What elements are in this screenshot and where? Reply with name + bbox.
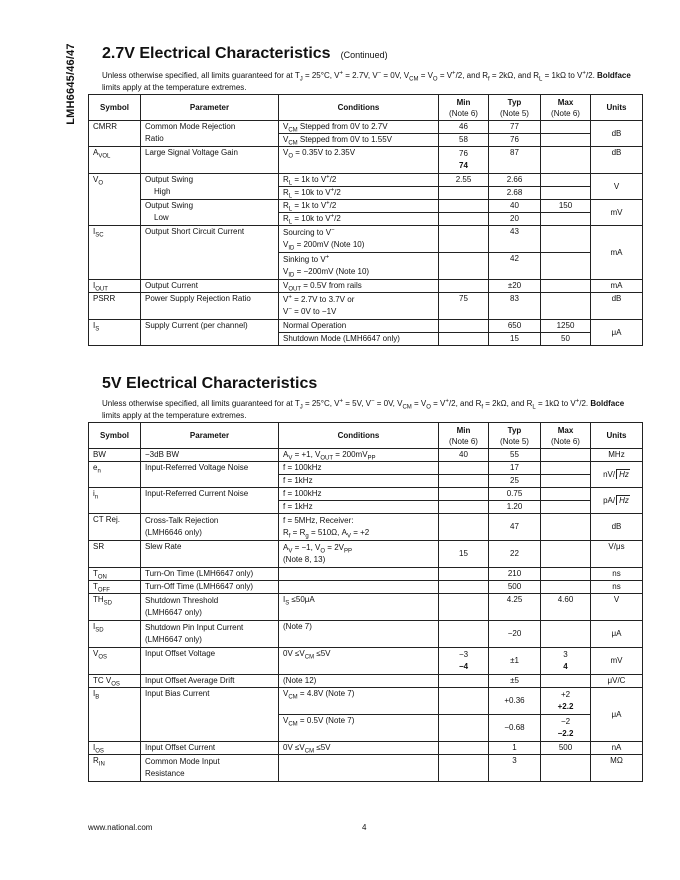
table-row: f = 1kHz 1.20 xyxy=(89,501,643,514)
table-row: $V_{OS}$ Input Offset Voltage $0V \le V_{CM} \le 5V$ −3 −4 ±1 3 4 mV xyxy=(89,648,643,675)
table-row: $R_{IN}$ Common Mode Input Resistance 3 MΩ xyxy=(89,755,643,782)
section-intro-5v: Unless otherwise specified, all limits guaranteed for at $T_J = 25^\circ C$, V+ = 5V, V− = 0V, $V_{CM} = V_O = V^+/2$, and $R_f = 2k\Omega$, and $R_L = 1k\Omega$ to V+/2. Boldface limits apply at the temperature extremes. xyxy=(102,398,625,420)
table-row: $i_n$ Input-Referred Current Noise f = 100kHz 0.75 pA/ Hz xyxy=(89,488,643,501)
table-row: $e_n$ Input-Referred Voltage Noise f = 100kHz 17 nV/ Hz xyxy=(89,462,643,475)
table-row: $T_{ON}$ Turn-On Time (LMH6647 only) 210 ns xyxy=(89,568,643,581)
header-min: Min (Note 6) xyxy=(439,423,489,449)
section-title-2-7v: 2.7V Electrical Characteristics (Continued) xyxy=(102,45,388,62)
header-units: Units xyxy=(591,95,643,121)
table-row: $V_{CM}$ Stepped from 0V to 1.55V 58 76 xyxy=(89,134,643,147)
header-conditions: Conditions xyxy=(279,423,439,449)
header-symbol: Symbol xyxy=(89,95,141,121)
table-row: $I_B$ Input Bias Current $V_{CM} = 4.8V$ (Note 7) +0.36 +2 +2.2 μA xyxy=(89,688,643,715)
table-row: $I_{OS}$ Input Offset Current $0V \le V_{CM} \le 5V$ 1 500 nA xyxy=(89,742,643,755)
electrical-characteristics-table-2-7v xyxy=(88,94,643,346)
table-row: $T_{OFF}$ Turn-Off Time (LMH6647 only) 500 ns xyxy=(89,581,643,594)
table-row: $I_{SC}$ Output Short Circuit Current Sourcing to V− $V_{ID} = 200mV$ (Note 10) 43 mA xyxy=(89,226,643,253)
table-row: $V_{CM} = 0.5V$ (Note 7) −0.68 −2 −2.2 xyxy=(89,715,643,742)
electrical-characteristics-table-5v xyxy=(88,422,643,782)
continued-note: (Continued) xyxy=(340,50,388,60)
header-typ: Typ (Note 5) xyxy=(489,423,541,449)
table-row: SR Slew Rate $A_V = -1$, $V_O = 2V_{PP}$ (Note 8, 13) 15 22 V/μs xyxy=(89,541,643,568)
table-row: f = 1kHz 25 xyxy=(89,475,643,488)
header-parameter: Parameter xyxy=(141,95,279,121)
table-row: CT Rej. Cross-Talk Rejection (LMH6646 only) f = 5MHz, Receiver: $R_f = R_g = 510\Omega$, $A_V = +2$ 47 dB xyxy=(89,514,643,541)
section-intro-2-7v: Unless otherwise specified, all limits guaranteed for at $T_J = 25^\circ C$, V+ = 2.7V, V− = 0V, $V_{CM} = V_O = V^+/2$, and $R_f = 2k\Omega$, and $R_L = 1k\Omega$ to V+/2. Boldface limits apply at the temperature extremes. xyxy=(102,70,631,92)
table-row: CMRR Common Mode Rejection Ratio $V_{CM}$ Stepped from 0V to 2.7V 46 77 dB xyxy=(89,121,643,134)
table-row: $R_L = 10k$ to V+/2 2.68 xyxy=(89,187,643,200)
table-row: Shutdown Mode (LMH6647 only) 15 50 xyxy=(89,333,643,346)
header-max: Max (Note 6) xyxy=(541,95,591,121)
header-conditions: Conditions xyxy=(279,95,439,121)
section-title-5v: 5V Electrical Characteristics xyxy=(102,375,318,392)
header-symbol: Symbol xyxy=(89,423,141,449)
header-typ: Typ (Note 5) xyxy=(489,95,541,121)
sqrt-hz-symbol: Hz xyxy=(616,469,630,479)
table-row: BW −3dB BW $A_V = +1$, $V_{OUT} = 200mV_{PP}$ 40 55 MHz xyxy=(89,449,643,462)
sqrt-hz-symbol: Hz xyxy=(616,495,630,505)
table-row: $R_L = 10k$ to V+/2 20 xyxy=(89,213,643,226)
table-row: Sinking to V+ $V_{ID} = -200mV$ (Note 10) 42 xyxy=(89,253,643,280)
table-row: $V_O$ Output Swing High $R_L = 1k$ to V+/2 2.55 2.66 V xyxy=(89,174,643,187)
footer-website: www.national.com xyxy=(88,823,153,832)
table-row: Output Swing Low $R_L = 1k$ to V+/2 40 150 mV xyxy=(89,200,643,213)
table-row: $I_S$ Supply Current (per channel) Normal Operation 650 1250 μA xyxy=(89,320,643,333)
header-parameter: Parameter xyxy=(141,423,279,449)
header-max: Max (Note 6) xyxy=(541,423,591,449)
header-units: Units xyxy=(591,423,643,449)
page-number: 4 xyxy=(362,823,367,832)
table-row: $I_{OUT}$ Output Current $V_{OUT} = 0.5V$ from rails ±20 mA xyxy=(89,280,643,293)
table-row: TC $V_{OS}$ Input Offset Average Drift (Note 12) ±5 μV/C xyxy=(89,675,643,688)
header-min: Min (Note 6) xyxy=(439,95,489,121)
table-row: $TH_{SD}$ Shutdown Threshold (LMH6647 only) $I_S \le 50\mu A$ 4.25 4.60 V xyxy=(89,594,643,621)
table-row: $A_{VOL}$ Large Signal Voltage Gain $V_O = 0.35V$ to 2.35V 76 74 87 dB xyxy=(89,147,643,174)
table-row: PSRR Power Supply Rejection Ratio V+ = 2.7V to 3.7V or V− = 0V to −1V 75 83 dB xyxy=(89,293,643,320)
table-row: $I_{SD}$ Shutdown Pin Input Current (LMH6647 only) (Note 7) −20 μA xyxy=(89,621,643,648)
part-number-side-label: LMH6645/46/47 xyxy=(64,43,77,125)
